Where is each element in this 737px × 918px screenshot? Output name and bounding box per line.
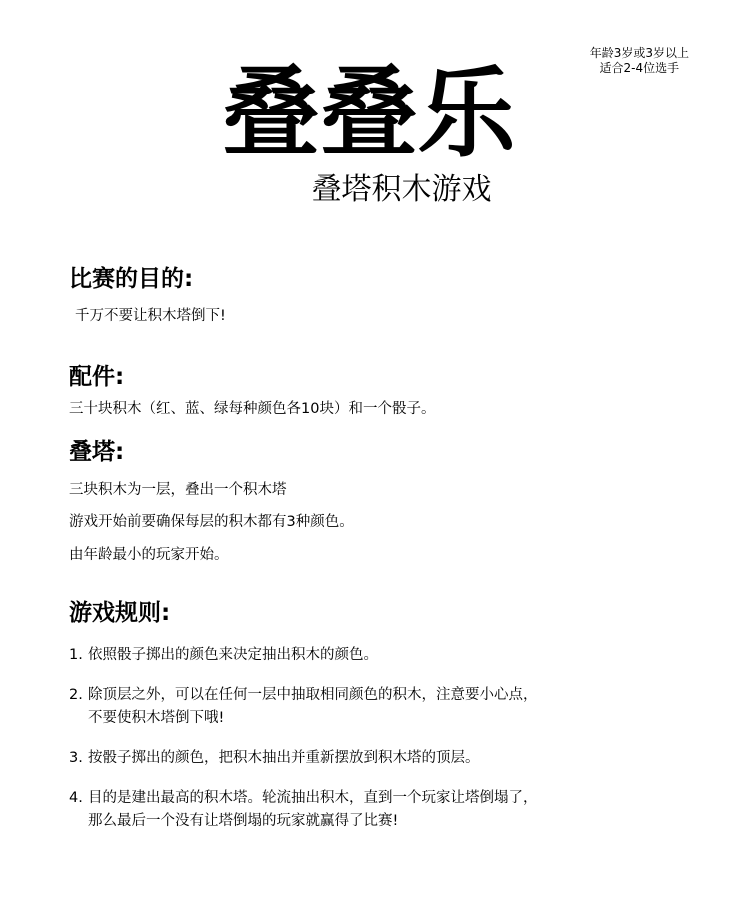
rule-text: 目的是建出最高的积木塔。轮流抽出积木，直到一个玩家让塔倒塌了， 那么最后一个没有让塔倒塌的玩家就赢得了比赛!	[88, 790, 538, 829]
rules-section	[69, 596, 689, 833]
build-instruction-line: 三块积木为一层，叠出一个积木塔	[69, 482, 287, 498]
player-count-line: 适合2-4位选手	[599, 61, 680, 75]
rule-item	[69, 747, 689, 770]
goal-heading: 比赛的目的:	[69, 266, 194, 292]
parts-section	[69, 360, 689, 419]
rule-item	[69, 684, 689, 730]
game-subtitle: 叠塔积木游戏	[311, 172, 492, 207]
age-note-line: 年龄3岁或3岁以上	[589, 46, 689, 60]
rule-number: 2.	[69, 687, 83, 703]
rule-number: 3.	[69, 750, 83, 766]
parts-heading: 配件:	[69, 364, 125, 390]
build-instruction-line: 由年龄最小的玩家开始。	[69, 547, 229, 563]
build-heading: 叠塔:	[69, 439, 125, 465]
rule-number: 1.	[69, 647, 83, 663]
game-title: 叠叠乐	[221, 57, 516, 171]
rule-text: 依照骰子掷出的颜色来决定抽出积木的颜色。	[88, 647, 378, 663]
rules-document	[69, 262, 689, 850]
rule-number: 4.	[69, 790, 83, 806]
build-instruction-line: 游戏开始前要确保每层的积木都有3种颜色。	[69, 514, 354, 530]
rule-text: 按骰子掷出的颜色，把积木抽出并重新摆放到积木塔的顶层。	[88, 750, 480, 766]
goal-section	[69, 262, 689, 326]
build-section	[69, 435, 689, 565]
rule-item	[69, 644, 689, 667]
rules-list	[69, 644, 689, 833]
parts-text: 三十块积木（红、蓝、绿每种颜色各10块）和一个骰子。	[69, 401, 436, 417]
rule-text: 除顶层之外，可以在任何一层中抽取相同颜色的积木，注意要小心点， 不要使积木塔倒下哦!	[88, 687, 538, 726]
goal-text: 千万不要让积木塔倒下!	[75, 308, 226, 324]
rules-heading: 游戏规则:	[69, 600, 171, 626]
rule-item	[69, 787, 689, 833]
